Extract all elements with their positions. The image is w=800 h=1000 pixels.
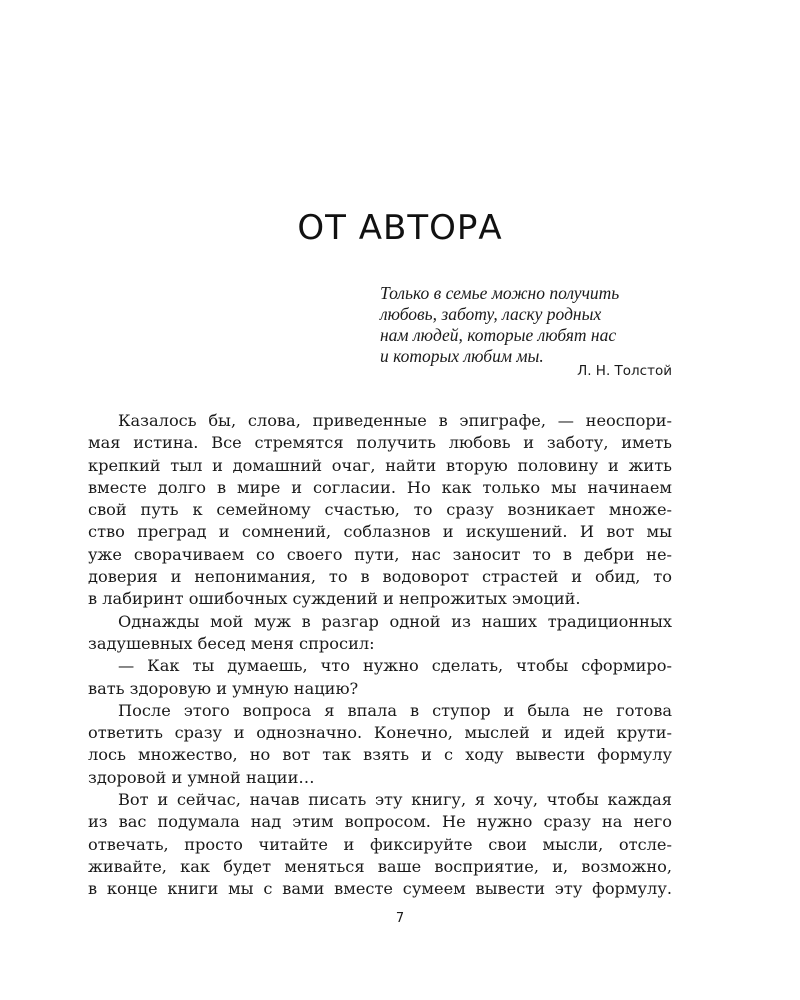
text-line: здоровой и умной нации… bbox=[88, 767, 315, 787]
epigraph-line: любовь, заботу, ласку родных bbox=[380, 304, 602, 324]
text-line: ство преград и сомнений, соблазнов и искушений. И вот мы bbox=[88, 522, 672, 542]
epigraph-author: Л. Н. Толстой bbox=[577, 363, 672, 379]
text-line: Вот и сейчас, начав писать эту книгу, я хочу, чтобы каждая bbox=[118, 790, 672, 810]
text-line: вместе долго в мире и согласии. Но как только мы начинаем bbox=[88, 477, 672, 497]
text-line: отвечать, просто читайте и фиксируйте свои мысли, отсле- bbox=[88, 834, 672, 854]
chapter-title: ОТ АВТОРА bbox=[297, 208, 503, 248]
text-line: доверия и непонимания, то в водоворот страстей и обид, то bbox=[88, 567, 672, 587]
text-line: крепкий тыл и домашний очаг, найти вторую половину и жить bbox=[88, 455, 672, 475]
text-line: в лабиринт ошибочных суждений и непрожитых эмоций. bbox=[88, 589, 581, 609]
paragraph-3 bbox=[88, 655, 672, 700]
epigraph-line: и которых любим мы. bbox=[380, 346, 544, 366]
text-line: мая истина. Все стремятся получить любовь и заботу, иметь bbox=[88, 433, 672, 453]
text-line: После этого вопроса я впала в ступор и была не готова bbox=[118, 700, 672, 720]
epigraph-line: Только в семье можно получить bbox=[380, 283, 620, 303]
page-number: 7 bbox=[395, 911, 405, 926]
paragraph-5 bbox=[88, 789, 672, 900]
text-line: в конце книги мы с вами вместе сумеем вывести эту формулу. bbox=[88, 879, 672, 899]
text-line: Казалось бы, слова, приведенные в эпиграфе, — неоспори- bbox=[118, 411, 672, 430]
epigraph-line: нам людей, которые любят нас bbox=[380, 325, 617, 345]
text-line: Однажды мой муж в разгар одной из наших традиционных bbox=[118, 611, 672, 631]
paragraph-4 bbox=[88, 700, 672, 789]
text-line: лось множество, но вот так взять и с ходу вывести формулу bbox=[88, 745, 672, 765]
epigraph bbox=[380, 283, 672, 367]
text-line: свой путь к семейному счастью, то сразу возникает множе- bbox=[88, 500, 672, 520]
text-line: вать здоровую и умную нацию? bbox=[88, 678, 359, 698]
text-line: — Как ты думаешь, что нужно сделать, чтобы сформиро- bbox=[118, 656, 672, 676]
text-line: из вас подумала над этим вопросом. Не нужно сразу на него bbox=[88, 812, 672, 832]
text-line: ответить сразу и однозначно. Конечно, мыслей и идей крути- bbox=[88, 723, 672, 743]
text-line: уже сворачиваем со своего пути, нас заносит то в дебри не- bbox=[88, 544, 672, 564]
paragraph-2 bbox=[88, 611, 672, 656]
paragraph-1 bbox=[88, 410, 672, 611]
text-line: задушевных бесед меня спросил: bbox=[88, 633, 375, 653]
text-line: живайте, как будет меняться ваше восприятие, и, возможно, bbox=[88, 856, 672, 876]
body-text bbox=[88, 410, 672, 901]
